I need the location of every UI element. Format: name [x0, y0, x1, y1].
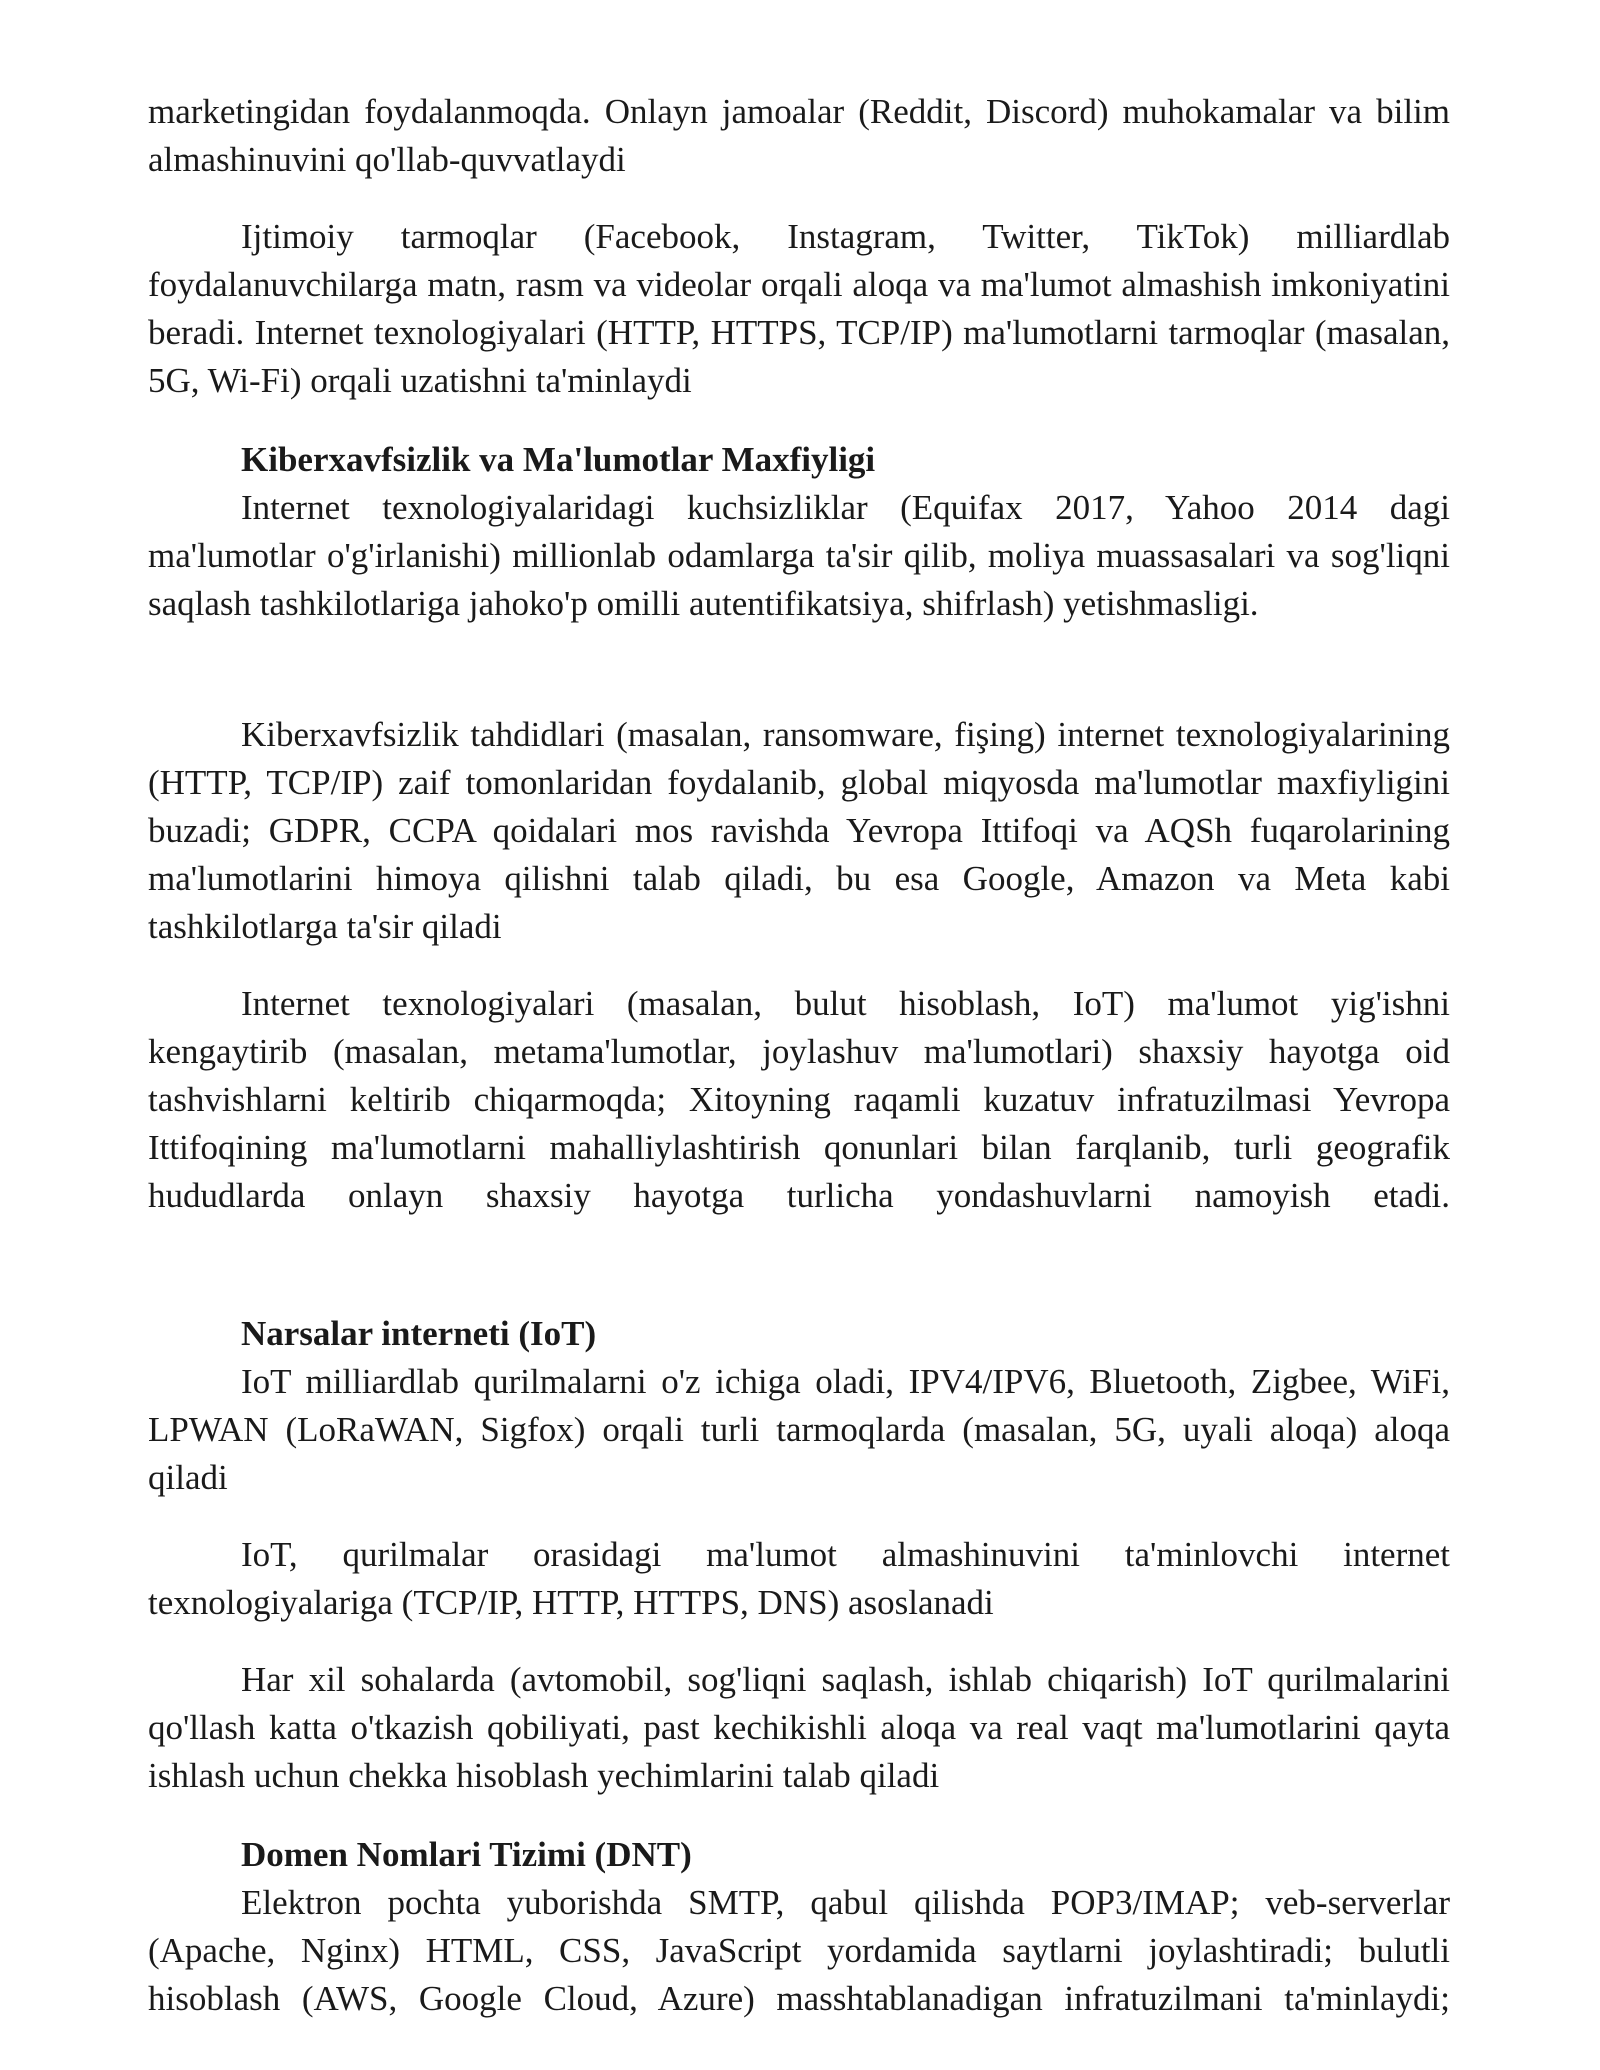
section-heading-dns: Domen Nomlari Tizimi (DNT) [241, 1835, 692, 1874]
paragraph-social-networks: Ijtimoiy tarmoqlar (Facebook, Instagram, Twitter, TikTok) milliardlab foydalanuvchilarga matn, rasm va videolar orqali aloqa va ma'lumot almashish imkoniyatini beradi. Internet texnologiyalari (HTTP, HTTPS, TCP/IP) ma'lumotlarni tarmoqlar (masalan, 5G, Wi-Fi) orqali uzatishni ta'minlaydi [148, 217, 1450, 400]
paragraph-email-web: Elektron pochta yuborishda SMTP, qabul qilishda POP3/IMAP; veb-serverlar (Apache, Nginx) HTML, CSS, JavaScript yordamida saytlarni joylashtiradi; bulutli hisoblash (AWS, Google Cloud, Azure) masshtablanadigan infratuzilmani ta'minlaydi; [148, 1883, 1450, 2018]
paragraph-social-marketing: marketingidan foydalanmoqda. Onlayn jamoalar (Reddit, Discord) muhokamalar va bilim almashinuvini qo'llab-quvvatlaydi [148, 92, 1450, 179]
paragraph-iot-industries: Har xil sohalarda (avtomobil, sog'liqni saqlash, ishlab chiqarish) IoT qurilmalarini qo'llash katta o'tkazish qobiliyati, past kechikishli aloqa va real vaqt ma'lumotlarini qayta ishlash uchun chekka hisoblash yechimlarini talab qiladi [148, 1660, 1450, 1795]
section-heading-iot: Narsalar interneti (IoT) [241, 1314, 597, 1353]
paragraph-iot-devices: IoT milliardlab qurilmalarni o'z ichiga oladi, IPV4/IPV6, Bluetooth, Zigbee, WiFi, LPWAN (LoRaWAN, Sigfox) orqali turli tarmoqlarda (masalan, 5G, uyali aloqa) aloqa qiladi [148, 1362, 1450, 1497]
paragraph-cyber-threats: Kiberxavfsizlik tahdidlari (masalan, ransomware, fişing) internet texnologiyalarining (HTTP, TCP/IP) zaif tomonlaridan foydalanib, global miqyosda ma'lumotlar maxfiyligini buzadi; GDPR, CCPA qoidalari mos ravishda Yevropa Ittifoqi va AQSh fuqarolarining ma'lumotlarini himoya qilishni talab qiladi, bu esa Google, Amazon va Meta kabi tashkilotlarga ta'sir qiladi [148, 715, 1450, 946]
section-heading-cybersecurity: Kiberxavfsizlik va Ma'lumotlar Maxfiyligi [241, 440, 876, 479]
paragraph-vulnerabilities: Internet texnologiyalaridagi kuchsizliklar (Equifax 2017, Yahoo 2014 dagi ma'lumotlar o'g'irlanishi) millionlab odamlarga ta'sir qilib, moliya muassasalari va sog'liqni saqlash tashkilotlariga jahoko'p omilli autentifikatsiya, shifrlash) yetishmasligi. [148, 488, 1450, 623]
document-page [148, 88, 1450, 2023]
paragraph-iot-protocols: IoT, qurilmalar orasidagi ma'lumot almashinuvini ta'minlovchi internet texnologiyalariga (TCP/IP, HTTP, HTTPS, DNS) asoslanadi [148, 1535, 1450, 1622]
paragraph-privacy-concerns: Internet texnologiyalari (masalan, bulut hisoblash, IoT) ma'lumot yig'ishni kengaytirib (masalan, metama'lumotlar, joylashuv ma'lumotlari) shaxsiy hayotga oid tashvishlarni keltirib chiqarmoqda; Xitoyning raqamli kuzatuv infratuzilmasi Yevropa Ittifoqining ma'lumotlarni mahalliylashtirish qonunlari bilan farqlanib, turli geografik hududlarda onlayn shaxsiy hayotga turlicha yondashuvlarni namoyish etadi. [148, 984, 1450, 1215]
